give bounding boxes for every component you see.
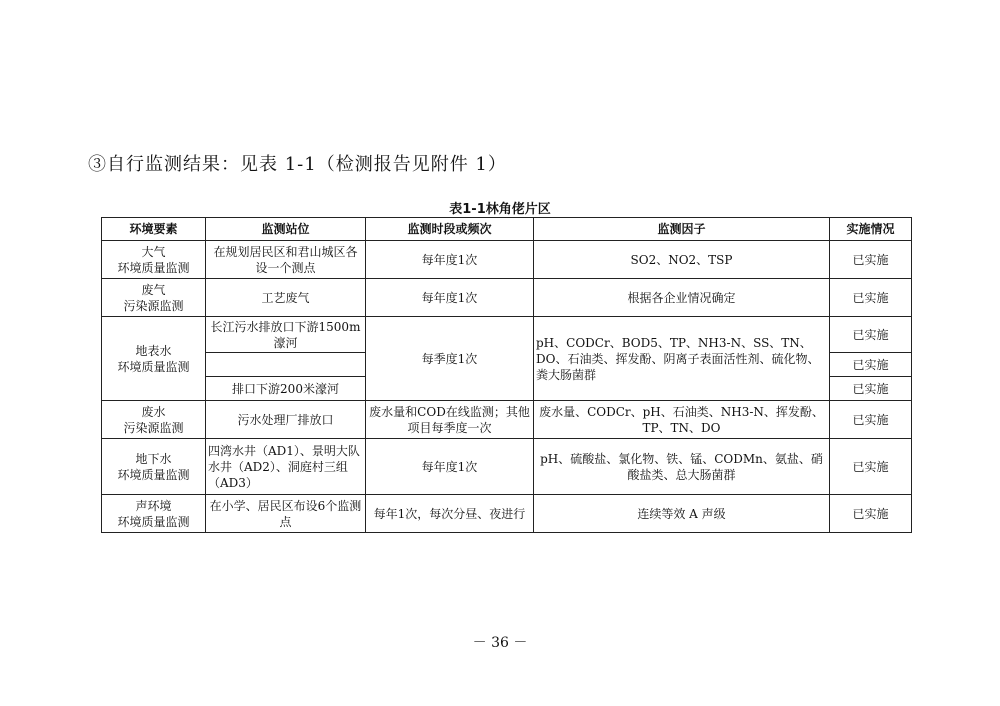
cell-status: 已实施	[830, 241, 912, 279]
cell-element: 地下水 环境质量监测	[102, 439, 206, 495]
table-row	[102, 279, 912, 317]
cell-status: 已实施	[830, 377, 912, 401]
table-header-row	[102, 218, 912, 241]
cell-status: 已实施	[830, 353, 912, 377]
header-factors: 监测因子	[534, 218, 830, 241]
header-element: 环境要素	[102, 218, 206, 241]
cell-site: 长江污水排放口下游1500m濠河	[206, 317, 366, 353]
cell-element: 大气 环境质量监测	[102, 241, 206, 279]
table-row	[102, 439, 912, 495]
table-row	[102, 241, 912, 279]
cell-site	[206, 353, 366, 377]
cell-site: 在小学、居民区布设6个监测点	[206, 495, 366, 533]
cell-frequency: 每年度1次	[366, 279, 534, 317]
cell-element: 废气 污染源监测	[102, 279, 206, 317]
intro-text: ③自行监测结果：见表 1-1（检测报告见附件 1）	[88, 154, 507, 175]
cell-element: 地表水 环境质量监测	[102, 317, 206, 401]
cell-factors: SO2、NO2、TSP	[534, 241, 830, 279]
cell-frequency: 每季度1次	[366, 317, 534, 401]
cell-status: 已实施	[830, 279, 912, 317]
table-caption: 表1-1林角佬片区	[449, 202, 551, 217]
table-row	[102, 495, 912, 533]
monitoring-table	[101, 217, 912, 533]
cell-frequency: 每年度1次	[366, 439, 534, 495]
cell-site: 工艺废气	[206, 279, 366, 317]
cell-frequency: 每年1次，每次分昼、夜进行	[366, 495, 534, 533]
cell-site: 四湾水井（AD1）、景明大队水井（AD2）、洞庭村三组（AD3）	[206, 439, 366, 495]
cell-status: 已实施	[830, 317, 912, 353]
cell-site: 排口下游200米濠河	[206, 377, 366, 401]
header-frequency: 监测时段或频次	[366, 218, 534, 241]
cell-status: 已实施	[830, 401, 912, 439]
cell-site: 污水处理厂排放口	[206, 401, 366, 439]
cell-factors: 根据各企业情况确定	[534, 279, 830, 317]
table-row	[102, 401, 912, 439]
cell-site: 在规划居民区和君山城区各设一个测点	[206, 241, 366, 279]
cell-factors: pH、硫酸盐、氯化物、铁、锰、CODMn、氨盐、硝酸盐类、总大肠菌群	[534, 439, 830, 495]
cell-status: 已实施	[830, 439, 912, 495]
table-row	[102, 317, 912, 353]
cell-factors: pH、CODCr、BOD5、TP、NH3-N、SS、TN、DO、石油类、挥发酚、阴离子表面活性剂、硫化物、粪大肠菌群	[534, 317, 830, 401]
header-site: 监测站位	[206, 218, 366, 241]
cell-frequency: 每年度1次	[366, 241, 534, 279]
header-status: 实施情况	[830, 218, 912, 241]
page-number: － 36 －	[472, 635, 528, 651]
cell-element: 废水 污染源监测	[102, 401, 206, 439]
cell-frequency: 废水量和COD在线监测；其他项目每季度一次	[366, 401, 534, 439]
cell-element: 声环境 环境质量监测	[102, 495, 206, 533]
cell-factors: 连续等效 A 声级	[534, 495, 830, 533]
cell-status: 已实施	[830, 495, 912, 533]
cell-factors: 废水量、CODCr、pH、石油类、NH3-N、挥发酚、TP、TN、DO	[534, 401, 830, 439]
